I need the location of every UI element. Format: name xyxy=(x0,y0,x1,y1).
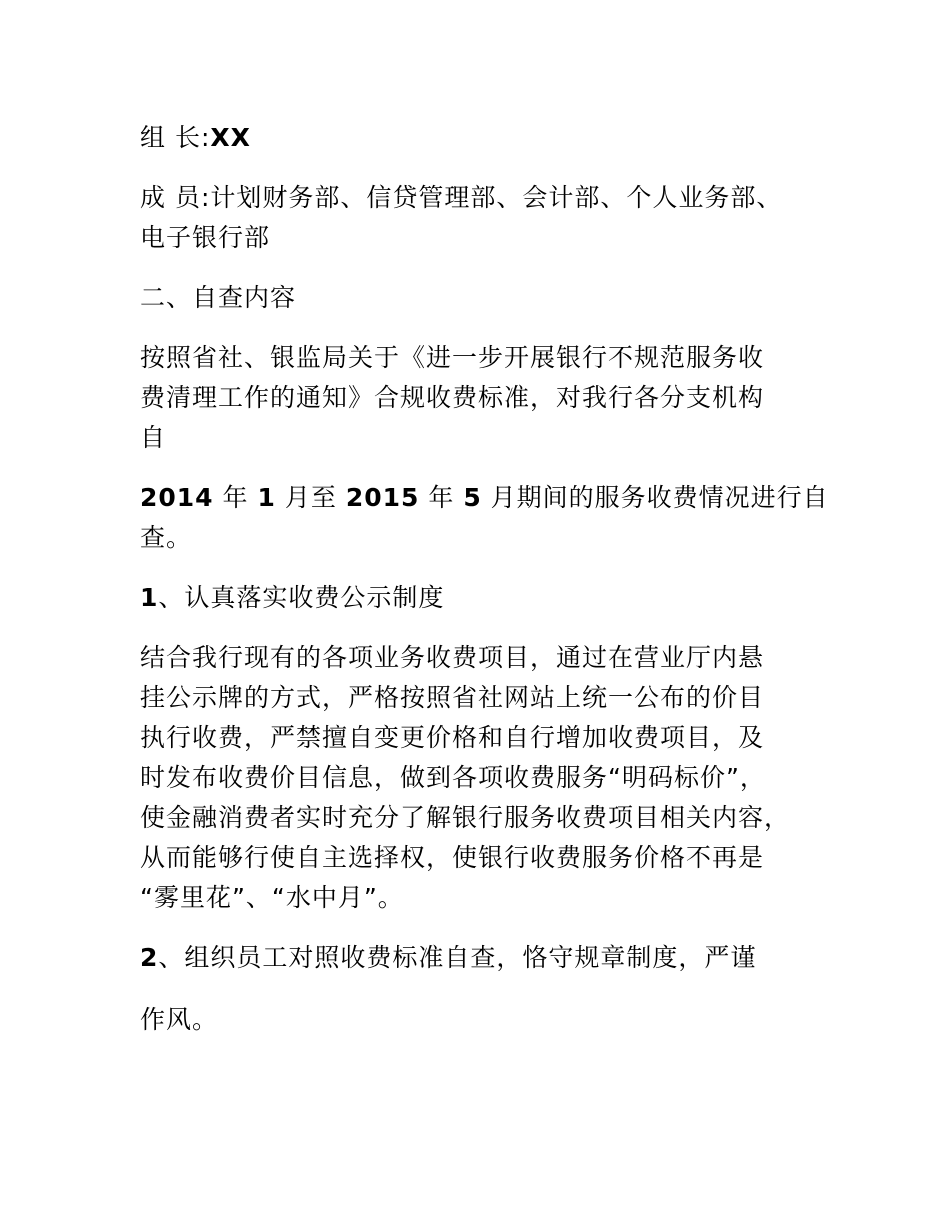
item-2-title: 、组织员工对照收费标准自查，恪守规章制度，严谨 xyxy=(158,943,757,972)
period-month-2: 5 xyxy=(463,483,482,512)
item-1-body-line: 执行收费，严禁擅自变更价格和自行增加收费项目，及 xyxy=(140,723,765,752)
period-paragraph xyxy=(140,478,829,558)
item-1-body-line: 挂公示牌的方式，严格按照省社网站上统一公布的价目 xyxy=(140,683,765,712)
item-1-body xyxy=(140,638,820,918)
intro-paragraph xyxy=(140,338,820,458)
period-month-char-1: 月至 xyxy=(275,483,346,512)
intro-line-2: 费清理工作的通知》合规收费标准，对我行各分支机构 xyxy=(140,383,765,412)
intro-line-3: 自 xyxy=(140,423,167,452)
intro-line-1: 按照省社、银监局关于《进一步开展银行不规范服务收 xyxy=(140,343,765,372)
period-year-char-2: 年 xyxy=(419,483,464,512)
leader-label: 组 长: xyxy=(140,123,211,152)
section-heading: 二、自查内容 xyxy=(140,283,297,312)
item-2-line-2: 作风。 xyxy=(140,1005,219,1034)
members-line-2: 电子银行部 xyxy=(140,223,271,252)
period-year-1: 2014 xyxy=(140,483,214,512)
item-2-heading xyxy=(140,938,820,978)
item-1-body-line: 从而能够行使自主选择权，使银行收费服务价格不再是 xyxy=(140,843,765,872)
period-line-2: 查。 xyxy=(140,523,193,552)
members-list: 计划财务部、信贷管理部、会计部、个人业务部、 xyxy=(210,183,783,212)
period-rest: 月期间的服务收费情况进行自 xyxy=(481,483,829,512)
members-line-1 xyxy=(140,178,820,218)
item-1-number: 1 xyxy=(140,583,159,612)
members-paragraph xyxy=(140,178,820,258)
item-1-title: 、认真落实收费公示制度 xyxy=(158,583,445,612)
period-month-1: 1 xyxy=(257,483,276,512)
item-1-body-line: 使金融消费者实时充分了解银行服务收费项目相关内容， xyxy=(140,803,791,832)
period-year-char-1: 年 xyxy=(213,483,258,512)
period-line-1 xyxy=(140,478,829,518)
item-2-number: 2 xyxy=(140,943,159,972)
period-year-2: 2015 xyxy=(345,483,420,512)
item-1-body-line: “雾里花”、“水中月”。 xyxy=(140,883,404,912)
leader-line xyxy=(140,118,820,158)
item-1-body-line: 结合我行现有的各项业务收费项目，通过在营业厅内悬 xyxy=(140,643,765,672)
item-1-heading xyxy=(140,578,820,618)
members-label: 成 员: xyxy=(140,183,211,212)
leader-value: XX xyxy=(210,123,251,152)
item-1-body-line: 时发布收费价目信息，做到各项收费服务“明码标价”， xyxy=(140,763,766,792)
